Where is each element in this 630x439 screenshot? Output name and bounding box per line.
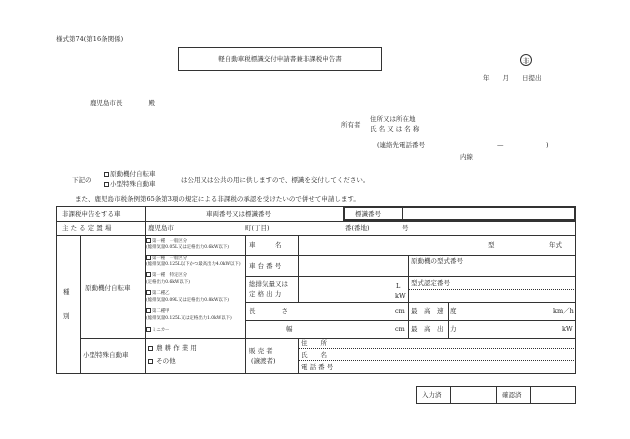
submission-date[interactable]: 年 月 日提出: [483, 74, 542, 82]
gou-label: 号: [402, 224, 409, 232]
max-speed-label: 最 高 速 度: [411, 307, 457, 315]
owner-address-label: 住所又は所在地: [370, 115, 416, 123]
type-approval-label: 型式認定番号: [411, 279, 450, 287]
length-label: 長 さ: [249, 307, 288, 315]
owner-name-label: 氏 名 又 は 名 称: [370, 125, 420, 133]
request-text: は公用又は公共の用に供しますので、標識を交付してください。: [181, 176, 370, 184]
addressee: 鹿児島市長 殿: [90, 99, 155, 107]
category-1[interactable]: 第一種 一般区分: [146, 238, 187, 244]
plate-number-label: 標識番号: [355, 210, 381, 218]
also-line: また、鹿児島市税条例第65条第3項の規定による非課税の承認を受けたいので併せて申請します。: [75, 195, 360, 203]
phone-close: ): [546, 141, 549, 149]
category-4[interactable]: 第二種乙: [146, 290, 170, 296]
max-speed-unit: km／h: [553, 307, 574, 315]
seller-name-label: 氏 名: [301, 351, 327, 359]
location-label: 主 た る 定 置 場: [62, 224, 112, 232]
unit-l: L: [396, 282, 401, 290]
checkbox[interactable]: [146, 327, 151, 332]
category-2-note: (総排気量0.125L以下かつ最高出力4.0kW以下): [146, 262, 241, 267]
unit-kw: kW: [395, 292, 406, 300]
extension-label: 内線: [460, 153, 473, 161]
checkbox[interactable]: [104, 182, 109, 187]
checkbox[interactable]: [146, 272, 151, 277]
vehicle-number-label: 車両番号又は標識番号: [206, 210, 271, 218]
width-unit: cm: [395, 325, 405, 333]
special-vehicle-label: 小型特殊自動車: [83, 351, 129, 359]
max-output-unit: kW: [562, 325, 573, 333]
city-name: 鹿児島市: [148, 224, 174, 232]
confirmed-label: 確認済: [502, 391, 522, 399]
non-tax-stamp: 非: [520, 54, 532, 66]
seller-phone-label: 電 話 番 号: [301, 363, 334, 371]
owner-label: 所有者: [341, 121, 361, 129]
checkbox[interactable]: [146, 255, 151, 260]
option-special-vehicle[interactable]: 小型特殊自動車: [104, 181, 156, 188]
category-3[interactable]: 第一種 特定区分: [146, 272, 187, 278]
category-3-note: (定格出力0.6kW以下): [146, 280, 190, 285]
page-title: 軽自動車税標識交付申請書兼非課税申告書: [218, 55, 342, 63]
seller-label: 販 売 者: [249, 347, 273, 355]
seller-address-label: 住 所: [301, 339, 327, 347]
chassis-number-label: 車 台 番 号: [249, 262, 282, 270]
car-name-label: 車 名: [249, 241, 282, 249]
max-output-label: 最 高 出 力: [411, 325, 457, 333]
transferor-label: (譲渡者): [251, 357, 276, 365]
special-option-other[interactable]: その他: [148, 358, 176, 365]
special-option-farm[interactable]: 農 耕 作 業 用: [148, 345, 197, 352]
model-year-label: 年式: [549, 241, 562, 249]
owner-phone-label: (連絡先電話番号: [377, 141, 426, 149]
nontax-vehicle-header: 非課税申告をする車: [62, 210, 121, 218]
town-label: 町(丁目): [245, 224, 270, 232]
displacement-label: 総排気量又は: [249, 280, 288, 288]
lot-label: 番(番地): [345, 224, 370, 232]
category-minicar[interactable]: ミニカー: [146, 327, 170, 333]
entered-label: 入力済: [422, 391, 442, 399]
checkbox[interactable]: [148, 346, 153, 351]
checkbox[interactable]: [146, 238, 151, 243]
type-label-1: 種: [63, 288, 70, 296]
checkbox[interactable]: [104, 172, 109, 177]
width-label: 幅: [286, 325, 293, 333]
category-5[interactable]: 第二種甲: [146, 308, 170, 314]
engine-type-label: 原動機の型式番号: [411, 257, 463, 265]
rated-output-label: 定 格 出 力: [249, 290, 282, 298]
category-2[interactable]: 第一種 一般区分: [146, 255, 187, 261]
option-motorbike[interactable]: 原動機付自転車: [104, 171, 156, 178]
checkbox[interactable]: [146, 290, 151, 295]
model-type-label: 型: [488, 241, 495, 249]
checkbox[interactable]: [146, 308, 151, 313]
checkbox[interactable]: [148, 359, 153, 364]
motorbike-label: 原動機付自転車: [85, 284, 131, 292]
form-number: 様式第74(第16条関係): [56, 35, 124, 43]
category-5-note: (総排気量0.125L又は定格出力1.0kW以下): [146, 316, 232, 321]
length-unit: cm: [395, 307, 405, 315]
category-4-note: (総排気量0.09L又は定格出力0.8kW以下): [146, 298, 229, 303]
request-prefix: 下記の: [72, 176, 92, 184]
phone-dash: —: [497, 141, 504, 149]
category-1-note: (総排気量0.05L又は定格出力0.6kW以下): [146, 245, 229, 250]
type-label-2: 別: [63, 312, 70, 320]
